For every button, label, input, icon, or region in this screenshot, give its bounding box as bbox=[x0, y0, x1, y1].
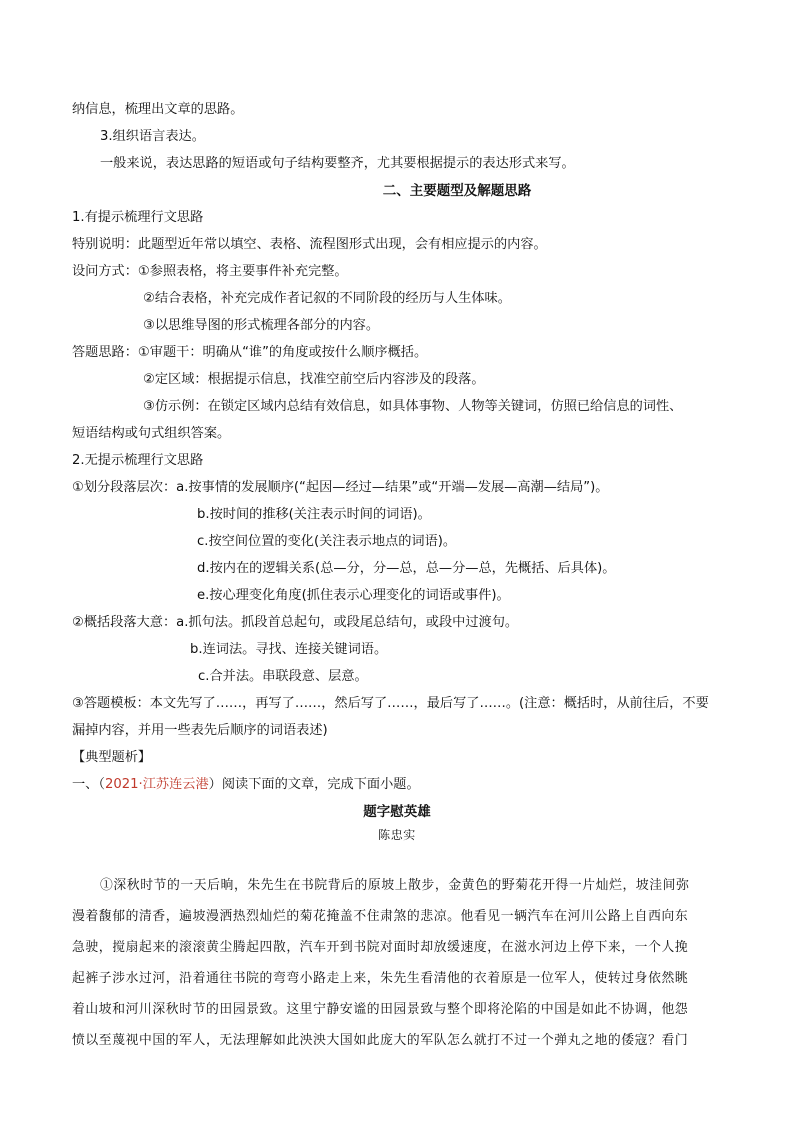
text-line: d.按内在的逻辑关系(总—分，分—总，总—分—总，先概括、后具体)。 bbox=[197, 561, 616, 576]
text-line: ①划分段落层次：a.按事情的发展顺序(“起因—经过—结果”或“开端—发展—高潮—结局”)。 bbox=[72, 480, 609, 495]
question-source: 2021·江苏连云港 bbox=[104, 777, 209, 792]
text-line: ③仿示例：在锁定区域内总结有效信息，如具体事物、人物等关键词，仿照已给信息的词性、 bbox=[143, 399, 683, 414]
text-line: b.连词法。寻找、连接关键词语。 bbox=[190, 642, 388, 657]
article-title: 题字慰英雄 bbox=[363, 804, 431, 820]
text-line: b.按时间的推移(关注表示时间的词语)。 bbox=[197, 507, 431, 522]
text-line: 短语结构或句式组织答案。 bbox=[72, 426, 231, 441]
text-line: c.按空间位置的变化(关注表示地点的词语)。 bbox=[197, 534, 457, 549]
article-paragraph-line: 漫着馥郁的清香，遍坡漫洒热烈灿烂的菊花掩盖不住肃煞的悲凉。他看见一辆汽车在河川公路上自西向东 bbox=[72, 909, 689, 924]
section-label: 【典型题析】 bbox=[72, 750, 152, 765]
text-line: ②定区域：根据提示信息，找准空前空后内容涉及的段落。 bbox=[143, 372, 485, 387]
section-title: 二、主要题型及解题思路 bbox=[382, 183, 532, 199]
text-line: 特别说明：此题型近年常以填空、表格、流程图形式出现，会有相应提示的内容。 bbox=[72, 237, 547, 252]
article-paragraph-line: 着山坡和河川深秋时节的田园景致。这里宁静安谧的田园景致与整个即将沦陷的中国是如此不协调，他怨 bbox=[72, 1002, 689, 1017]
text-line: e.按心理变化角度(抓住表示心理变化的词语或事件)。 bbox=[197, 588, 510, 603]
article-paragraph-line: 愤以至蔑视中国的军人，无法理解如此泱泱大国如此庞大的军队怎么就打不过一个弹丸之地的倭寇？看门 bbox=[72, 1033, 689, 1048]
article-author: 陈忠实 bbox=[378, 828, 416, 842]
text-line: c.合并法。串联段意、层意。 bbox=[198, 669, 368, 684]
question-heading bbox=[72, 775, 420, 795]
article-paragraph-line: ①深秋时节的一天后晌，朱先生在书院背后的原坡上散步，金黄色的野菊花开得一片灿烂，坡洼间弥 bbox=[100, 878, 690, 893]
text-line: ③答题模板：本文先写了……，再写了……，然后写了……，最后写了……。(注意：概括时，从前往后，不要 bbox=[72, 696, 709, 711]
question-prefix: 一、（ bbox=[72, 777, 105, 792]
text-line: 一般来说，表达思路的短语或句子结构要整齐，尤其要根据提示的表达形式来写。 bbox=[100, 156, 575, 171]
article-paragraph-line: 急驶，搅扇起来的滚滚黄尘腾起四散，汽车开到书院对面时却放缓速度，在滋水河边上停下来，一个人挽 bbox=[72, 940, 689, 955]
text-line: 设问方式：①参照表格，将主要事件补充完整。 bbox=[72, 264, 348, 279]
text-line: 漏掉内容，并用一些表先后顺序的词语表述) bbox=[72, 723, 328, 738]
text-line: 2.无提示梳理行文思路 bbox=[72, 453, 204, 468]
text-line: 纳信息，梳理出文章的思路。 bbox=[72, 102, 244, 117]
question-suffix: ）阅读下面的文章，完成下面小题。 bbox=[208, 777, 420, 792]
text-line: 1.有提示梳理行文思路 bbox=[72, 210, 204, 225]
text-line: 答题思路：①审题干：明确从“谁”的角度或按什么顺序概括。 bbox=[72, 345, 428, 360]
text-line: ③以思维导图的形式梳理各部分的内容。 bbox=[143, 318, 380, 333]
text-line: ②概括段落大意：a.抓句法。抓段首总起句，或段尾总结句，或段中过渡句。 bbox=[72, 615, 519, 630]
text-line: ②结合表格，补充完成作者记叙的不同阶段的经历与人生体味。 bbox=[143, 291, 511, 306]
text-line: 3.组织语言表达。 bbox=[100, 129, 205, 144]
article-paragraph-line: 起裤子涉水过河，沿着通往书院的弯弯小路走上来，朱先生看清他的衣着原是一位军人，使转过身依然眺 bbox=[72, 971, 689, 986]
